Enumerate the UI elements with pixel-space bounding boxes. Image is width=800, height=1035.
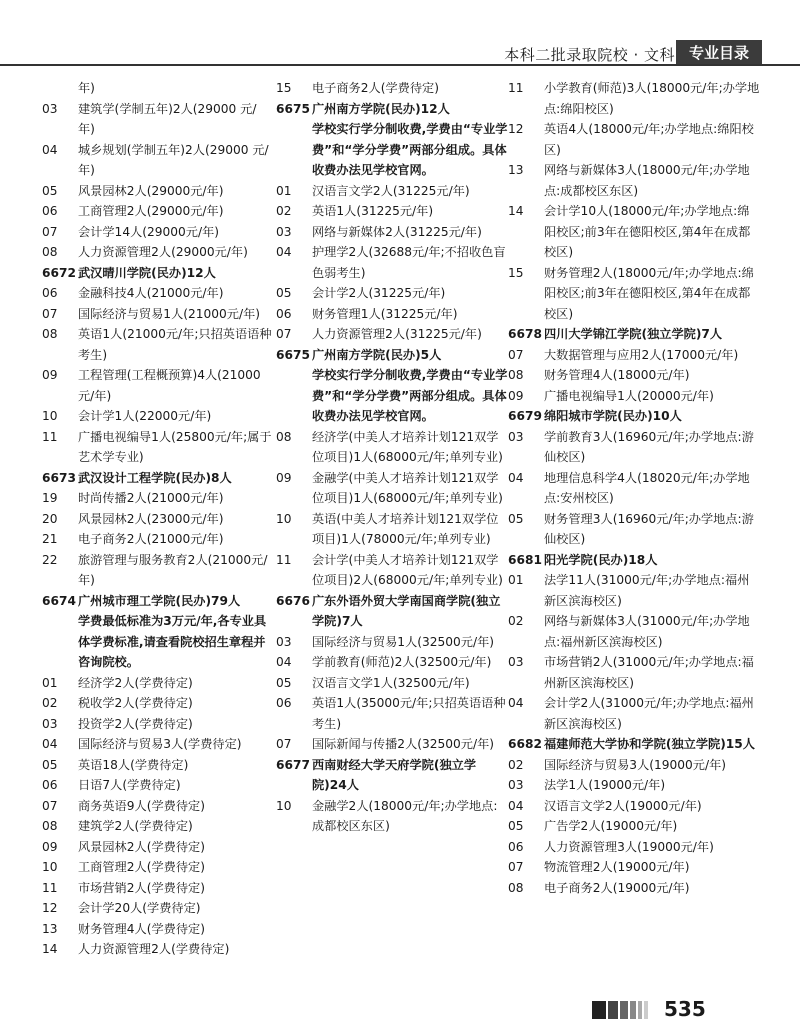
entry-text: 网络与新媒体3人(31000元/年;办学地点:福州新区滨海校区) bbox=[544, 614, 750, 649]
major-entry bbox=[508, 201, 760, 263]
major-entry bbox=[508, 816, 760, 837]
entry-code: 15 bbox=[508, 265, 524, 280]
entry-text: 英语1人(35000元/年;只招英语语种考生) bbox=[312, 696, 506, 731]
entry-text: 建筑学(学制五年)2人(29000 元/年) bbox=[78, 101, 257, 136]
entry-text: 网络与新媒体2人(31225元/年) bbox=[312, 224, 482, 239]
major-entry bbox=[508, 509, 760, 550]
major-entry bbox=[42, 242, 272, 263]
school-entry bbox=[276, 99, 508, 120]
entry-text: 财务管理2人(18000元/年;办学地点:绵阳校区;前3年在德阳校区,第4年在成都校区) bbox=[544, 265, 754, 321]
entry-code: 03 bbox=[42, 101, 58, 116]
entry-text: 学前教育3人(16960元/年;办学地点:游仙校区) bbox=[544, 429, 754, 464]
entry-code: 10 bbox=[276, 798, 292, 813]
entry-text: 城乡规划(学制五年)2人(29000 元/年) bbox=[78, 142, 269, 177]
entry-code: 6678 bbox=[508, 327, 542, 341]
major-entry bbox=[42, 283, 272, 304]
entry-text: 会计学2人(31225元/年) bbox=[312, 286, 446, 300]
entry-text: 武汉设计工程学院(民办)8人 bbox=[78, 470, 232, 485]
entry-text: 广告学2人(19000元/年) bbox=[544, 819, 678, 833]
major-entry bbox=[42, 222, 272, 243]
entry-code: 08 bbox=[42, 327, 58, 341]
entry-code: 11 bbox=[276, 552, 292, 567]
entry-text: 税收学2人(学费待定) bbox=[78, 696, 193, 710]
entry-text: 英语18人(学费待定) bbox=[78, 757, 189, 772]
entry-code: 04 bbox=[276, 655, 292, 669]
entry-text: 风景园林2人(学费待定) bbox=[78, 839, 205, 854]
major-entry bbox=[508, 775, 760, 796]
entry-code: 10 bbox=[276, 511, 292, 526]
entry-code: 05 bbox=[276, 286, 292, 300]
major-entry bbox=[276, 222, 508, 243]
school-entry bbox=[276, 755, 508, 796]
entry-text: 工程管理(工程概预算)4人(21000元/年) bbox=[78, 368, 261, 403]
entry-text: 福建师范大学协和学院(独立学院)15人 bbox=[544, 737, 755, 751]
entry-code: 20 bbox=[42, 511, 58, 526]
entry-code: 14 bbox=[42, 942, 58, 956]
major-entry bbox=[42, 509, 272, 530]
entry-code: 04 bbox=[42, 737, 58, 751]
entry-text: 时尚传播2人(21000元/年) bbox=[78, 491, 224, 505]
entry-code: 09 bbox=[508, 388, 524, 403]
school-entry bbox=[508, 406, 760, 427]
entry-code: 02 bbox=[276, 204, 292, 218]
major-entry bbox=[508, 693, 760, 734]
entry-code: 04 bbox=[276, 245, 292, 259]
entry-code: 08 bbox=[42, 245, 58, 259]
entry-code: 06 bbox=[276, 696, 292, 710]
entry-code: 11 bbox=[42, 429, 58, 444]
major-entry bbox=[276, 468, 508, 509]
entry-text: 经济学(中美人才培养计划121双学位项目)1人(68000元/年;单列专业) bbox=[312, 429, 503, 464]
major-entry bbox=[276, 632, 508, 653]
entry-text: 金融学(中美人才培养计划121双学位项目)1人(68000元/年;单列专业) bbox=[312, 470, 503, 505]
major-entry bbox=[508, 611, 760, 652]
major-entry bbox=[508, 78, 760, 119]
entry-text: 英语1人(21000元/年;只招英语语种考生) bbox=[78, 327, 272, 362]
entry-code: 15 bbox=[276, 81, 292, 95]
entry-text: 国际经济与贸易3人(学费待定) bbox=[78, 737, 242, 751]
major-entry bbox=[508, 427, 760, 468]
major-entry bbox=[42, 878, 272, 899]
column-1 bbox=[42, 78, 272, 960]
entry-text: 英语1人(31225元/年) bbox=[312, 204, 434, 218]
entry-code: 19 bbox=[42, 491, 58, 505]
major-entry bbox=[508, 755, 760, 776]
entry-code: 6673 bbox=[42, 470, 76, 485]
fee-note bbox=[276, 365, 508, 427]
entry-code: 6675 bbox=[276, 101, 310, 116]
major-entry bbox=[276, 796, 508, 837]
entry-code: 05 bbox=[276, 675, 292, 690]
entry-code: 05 bbox=[508, 819, 524, 833]
entry-code: 02 bbox=[508, 614, 524, 628]
entry-code: 01 bbox=[276, 183, 292, 198]
entry-code: 03 bbox=[508, 655, 524, 669]
entry-text: 物流管理2人(19000元/年) bbox=[544, 860, 690, 874]
entry-text: 广州南方学院(民办)5人 bbox=[312, 347, 442, 362]
entry-text: 大数据管理与应用2人(17000元/年) bbox=[544, 347, 739, 362]
entry-text: 国际经济与贸易1人(32500元/年) bbox=[312, 634, 495, 649]
entry-code: 08 bbox=[508, 368, 524, 382]
entry-code: 07 bbox=[276, 737, 292, 751]
entry-code: 08 bbox=[276, 429, 292, 444]
fee-note bbox=[276, 119, 508, 181]
entry-text: 学校实行学分制收费,学费由“专业学费”和“学分学费”两部分组成。具体收费办法见学校官网。 bbox=[312, 122, 508, 177]
major-entry bbox=[42, 796, 272, 817]
page-number: 535 bbox=[664, 997, 706, 1021]
school-entry bbox=[508, 550, 760, 571]
school-entry bbox=[508, 324, 760, 345]
entry-text: 经济学2人(学费待定) bbox=[78, 675, 193, 690]
entry-text: 人力资源管理2人(29000元/年) bbox=[78, 245, 248, 259]
entry-code: 13 bbox=[508, 163, 524, 177]
entry-code: 21 bbox=[42, 532, 58, 546]
entry-text: 市场营销2人(31000元/年;办学地点:福州新区滨海校区) bbox=[544, 655, 754, 690]
entry-text: 阳光学院(民办)18人 bbox=[544, 552, 658, 567]
school-entry bbox=[42, 468, 272, 489]
entry-text: 财务管理1人(31225元/年) bbox=[312, 306, 458, 321]
entry-code: 04 bbox=[508, 798, 524, 813]
major-entry bbox=[42, 78, 272, 99]
entry-text: 工商管理2人(29000元/年) bbox=[78, 204, 224, 218]
major-entry bbox=[42, 673, 272, 694]
entry-text: 工商管理2人(学费待定) bbox=[78, 860, 205, 874]
entry-text: 电子商务2人(学费待定) bbox=[312, 81, 439, 95]
major-entry bbox=[276, 181, 508, 202]
major-entry bbox=[508, 160, 760, 201]
major-entry bbox=[42, 529, 272, 550]
entry-code: 05 bbox=[42, 183, 58, 198]
major-entry bbox=[276, 427, 508, 468]
entry-code: 06 bbox=[276, 306, 292, 321]
major-entry bbox=[42, 427, 272, 468]
entry-code: 07 bbox=[42, 306, 58, 321]
major-entry bbox=[508, 837, 760, 858]
entry-text: 投资学2人(学费待定) bbox=[78, 716, 193, 731]
major-entry bbox=[508, 468, 760, 509]
entry-text: 市场营销2人(学费待定) bbox=[78, 880, 205, 895]
entry-code: 05 bbox=[42, 757, 58, 772]
entry-code: 09 bbox=[42, 368, 58, 382]
entry-text: 会计学2人(31000元/年;办学地点:福州新区滨海校区) bbox=[544, 696, 754, 731]
major-entry bbox=[276, 734, 508, 755]
entry-code: 02 bbox=[42, 696, 58, 710]
fee-note bbox=[42, 611, 272, 673]
entry-text: 建筑学2人(学费待定) bbox=[78, 819, 193, 833]
footer-decoration bbox=[592, 1001, 658, 1019]
major-entry bbox=[42, 550, 272, 591]
entry-text: 西南财经大学天府学院(独立学院)24人 bbox=[312, 757, 477, 792]
entry-code: 6676 bbox=[276, 593, 310, 608]
entry-text: 电子商务2人(21000元/年) bbox=[78, 532, 224, 546]
major-entry bbox=[42, 939, 272, 960]
major-entry bbox=[42, 857, 272, 878]
major-entry bbox=[276, 550, 508, 591]
entry-code: 11 bbox=[508, 81, 524, 95]
entry-text: 地理信息科学4人(18020元/年;办学地点:安州校区) bbox=[544, 470, 750, 505]
major-entry bbox=[42, 324, 272, 365]
entry-text: 广东外语外贸大学南国商学院(独立学院)7人 bbox=[312, 593, 501, 628]
entry-code: 6679 bbox=[508, 409, 542, 423]
major-entry bbox=[508, 365, 760, 386]
page-header bbox=[0, 0, 800, 70]
entry-code: 01 bbox=[508, 573, 524, 587]
major-entry bbox=[42, 816, 272, 837]
entry-text: 会计学14人(29000元/年) bbox=[78, 224, 220, 239]
entry-text: 护理学2人(32688元/年;不招收色盲色弱考生) bbox=[312, 245, 506, 280]
major-entry bbox=[276, 283, 508, 304]
entry-text: 会计学20人(学费待定) bbox=[78, 901, 201, 915]
school-entry bbox=[276, 591, 508, 632]
column-2 bbox=[276, 78, 508, 837]
entry-code: 11 bbox=[42, 880, 58, 895]
section-tab: 专业目录 bbox=[676, 40, 762, 66]
header-rule bbox=[0, 64, 800, 66]
entry-code: 6677 bbox=[276, 757, 310, 772]
major-entry bbox=[508, 857, 760, 878]
major-entry bbox=[42, 837, 272, 858]
major-entry bbox=[42, 99, 272, 140]
school-entry bbox=[508, 734, 760, 755]
entry-text: 人力资源管理2人(学费待定) bbox=[78, 942, 230, 956]
major-entry bbox=[42, 365, 272, 406]
entry-text: 广州城市理工学院(民办)79人 bbox=[78, 593, 241, 608]
entry-text: 人力资源管理2人(31225元/年) bbox=[312, 327, 482, 341]
entry-text: 学费最低标准为3万元/年,各专业具体学费标准,请查看院校招生章程并咨询院校。 bbox=[78, 614, 267, 669]
major-entry bbox=[508, 345, 760, 366]
entry-code: 03 bbox=[508, 429, 524, 444]
entry-text: 汉语言文学2人(31225元/年) bbox=[312, 183, 470, 198]
entry-code: 6682 bbox=[508, 737, 542, 751]
entry-text: 年) bbox=[78, 81, 95, 95]
entry-text: 国际新闻与传播2人(32500元/年) bbox=[312, 737, 495, 751]
entry-text: 学前教育(师范)2人(32500元/年) bbox=[312, 655, 492, 669]
major-entry bbox=[42, 140, 272, 181]
major-entry bbox=[42, 304, 272, 325]
entry-code: 08 bbox=[508, 880, 524, 895]
entry-text: 财务管理4人(学费待定) bbox=[78, 921, 205, 936]
entry-text: 电子商务2人(19000元/年) bbox=[544, 880, 690, 895]
page-footer bbox=[0, 995, 800, 1035]
entry-code: 08 bbox=[42, 819, 58, 833]
entry-text: 风景园林2人(29000元/年) bbox=[78, 183, 224, 198]
entry-text: 财务管理3人(16960元/年;办学地点:游仙校区) bbox=[544, 511, 754, 546]
entry-code: 6681 bbox=[508, 552, 542, 567]
entry-text: 网络与新媒体3人(18000元/年;办学地点:成都校区东区) bbox=[544, 163, 750, 198]
entry-text: 日语7人(学费待定) bbox=[78, 778, 181, 792]
major-entry bbox=[276, 652, 508, 673]
major-entry bbox=[508, 570, 760, 611]
header-title: 本科二批录取院校 · 文科 bbox=[504, 46, 675, 64]
entry-code: 06 bbox=[42, 778, 58, 792]
major-entry bbox=[276, 324, 508, 345]
entry-text: 会计学1人(22000元/年) bbox=[78, 409, 212, 423]
entry-code: 04 bbox=[508, 696, 524, 710]
entry-text: 绵阳城市学院(民办)10人 bbox=[544, 409, 682, 423]
entry-code: 04 bbox=[42, 142, 58, 157]
entry-text: 汉语言文学2人(19000元/年) bbox=[544, 798, 702, 813]
entry-text: 法学1人(19000元/年) bbox=[544, 778, 666, 792]
entry-code: 09 bbox=[42, 839, 58, 854]
entry-code: 12 bbox=[42, 901, 58, 915]
entry-text: 风景园林2人(23000元/年) bbox=[78, 511, 224, 526]
major-entry bbox=[42, 488, 272, 509]
entry-text: 商务英语9人(学费待定) bbox=[78, 798, 205, 813]
major-entry bbox=[276, 201, 508, 222]
entry-code: 6675 bbox=[276, 347, 310, 362]
entry-text: 财务管理4人(18000元/年) bbox=[544, 368, 690, 382]
entry-text: 国际经济与贸易3人(19000元/年) bbox=[544, 757, 727, 772]
major-entry bbox=[42, 775, 272, 796]
entry-code: 04 bbox=[508, 470, 524, 485]
entry-text: 汉语言文学1人(32500元/年) bbox=[312, 675, 470, 690]
entry-text: 会计学10人(18000元/年;办学地点:绵阳校区;前3年在德阳校区,第4年在成都校区) bbox=[544, 204, 751, 259]
entry-text: 旅游管理与服务教育2人(21000元/年) bbox=[78, 552, 268, 587]
entry-text: 广播电视编导1人(20000元/年) bbox=[544, 388, 714, 403]
major-entry bbox=[276, 242, 508, 283]
major-entry bbox=[276, 673, 508, 694]
entry-code: 09 bbox=[276, 470, 292, 485]
major-entry bbox=[42, 406, 272, 427]
major-entry bbox=[508, 263, 760, 325]
entry-code: 07 bbox=[42, 224, 58, 239]
major-entry bbox=[42, 734, 272, 755]
entry-text: 金融科技4人(21000元/年) bbox=[78, 286, 224, 300]
entry-text: 广州南方学院(民办)12人 bbox=[312, 101, 450, 116]
entry-text: 小学教育(师范)3人(18000元/年;办学地点:绵阳校区) bbox=[544, 81, 760, 116]
entry-code: 03 bbox=[42, 716, 58, 731]
entry-code: 06 bbox=[42, 204, 58, 218]
major-entry bbox=[508, 652, 760, 693]
entry-code: 07 bbox=[42, 798, 58, 813]
entry-text: 人力资源管理3人(19000元/年) bbox=[544, 839, 714, 854]
entry-code: 03 bbox=[276, 224, 292, 239]
major-entry bbox=[42, 755, 272, 776]
major-entry bbox=[508, 386, 760, 407]
major-entry bbox=[42, 693, 272, 714]
major-entry bbox=[42, 201, 272, 222]
entry-code: 07 bbox=[508, 860, 524, 874]
entry-code: 02 bbox=[508, 757, 524, 772]
entry-text: 金融学2人(18000元/年;办学地点:成都校区东区) bbox=[312, 798, 498, 833]
major-entry bbox=[276, 509, 508, 550]
entry-code: 01 bbox=[42, 675, 58, 690]
major-entry bbox=[508, 878, 760, 899]
entry-code: 10 bbox=[42, 860, 58, 874]
entry-code: 12 bbox=[508, 122, 524, 136]
entry-code: 10 bbox=[42, 409, 58, 423]
entry-text: 英语4人(18000元/年;办学地点:绵阳校区) bbox=[544, 122, 754, 157]
major-entry bbox=[276, 304, 508, 325]
major-entry bbox=[508, 796, 760, 817]
school-entry bbox=[42, 591, 272, 612]
major-entry bbox=[42, 181, 272, 202]
entry-code: 05 bbox=[508, 511, 524, 526]
entry-code: 6674 bbox=[42, 593, 76, 608]
entry-text: 广播电视编导1人(25800元/年;属于艺术学专业) bbox=[78, 429, 272, 464]
entry-text: 学校实行学分制收费,学费由“专业学费”和“学分学费”两部分组成。具体收费办法见学校官网。 bbox=[312, 368, 508, 423]
entry-text: 国际经济与贸易1人(21000元/年) bbox=[78, 306, 261, 321]
entry-text: 会计学(中美人才培养计划121双学位项目)2人(68000元/年;单列专业) bbox=[312, 552, 503, 587]
entry-code: 07 bbox=[508, 347, 524, 362]
school-entry bbox=[276, 345, 508, 366]
major-entry bbox=[42, 898, 272, 919]
entry-code: 03 bbox=[276, 634, 292, 649]
entry-text: 法学11人(31000元/年;办学地点:福州新区滨海校区) bbox=[544, 573, 750, 608]
entry-code: 6672 bbox=[42, 265, 76, 280]
major-entry bbox=[276, 693, 508, 734]
major-entry bbox=[276, 78, 508, 99]
entry-code: 22 bbox=[42, 552, 58, 567]
entry-text: 四川大学锦江学院(独立学院)7人 bbox=[544, 327, 723, 341]
entry-code: 14 bbox=[508, 204, 524, 218]
major-entry bbox=[42, 714, 272, 735]
column-3 bbox=[508, 78, 760, 898]
major-entry bbox=[508, 119, 760, 160]
entry-code: 06 bbox=[42, 286, 58, 300]
major-entry bbox=[42, 919, 272, 940]
entry-text: 武汉晴川学院(民办)12人 bbox=[78, 265, 216, 280]
entry-code: 06 bbox=[508, 839, 524, 854]
school-entry bbox=[42, 263, 272, 284]
entry-code: 13 bbox=[42, 921, 58, 936]
entry-text: 英语(中美人才培养计划121双学位项目)1人(78000元/年;单列专业) bbox=[312, 511, 499, 546]
entry-code: 07 bbox=[276, 327, 292, 341]
entry-code: 03 bbox=[508, 778, 524, 792]
